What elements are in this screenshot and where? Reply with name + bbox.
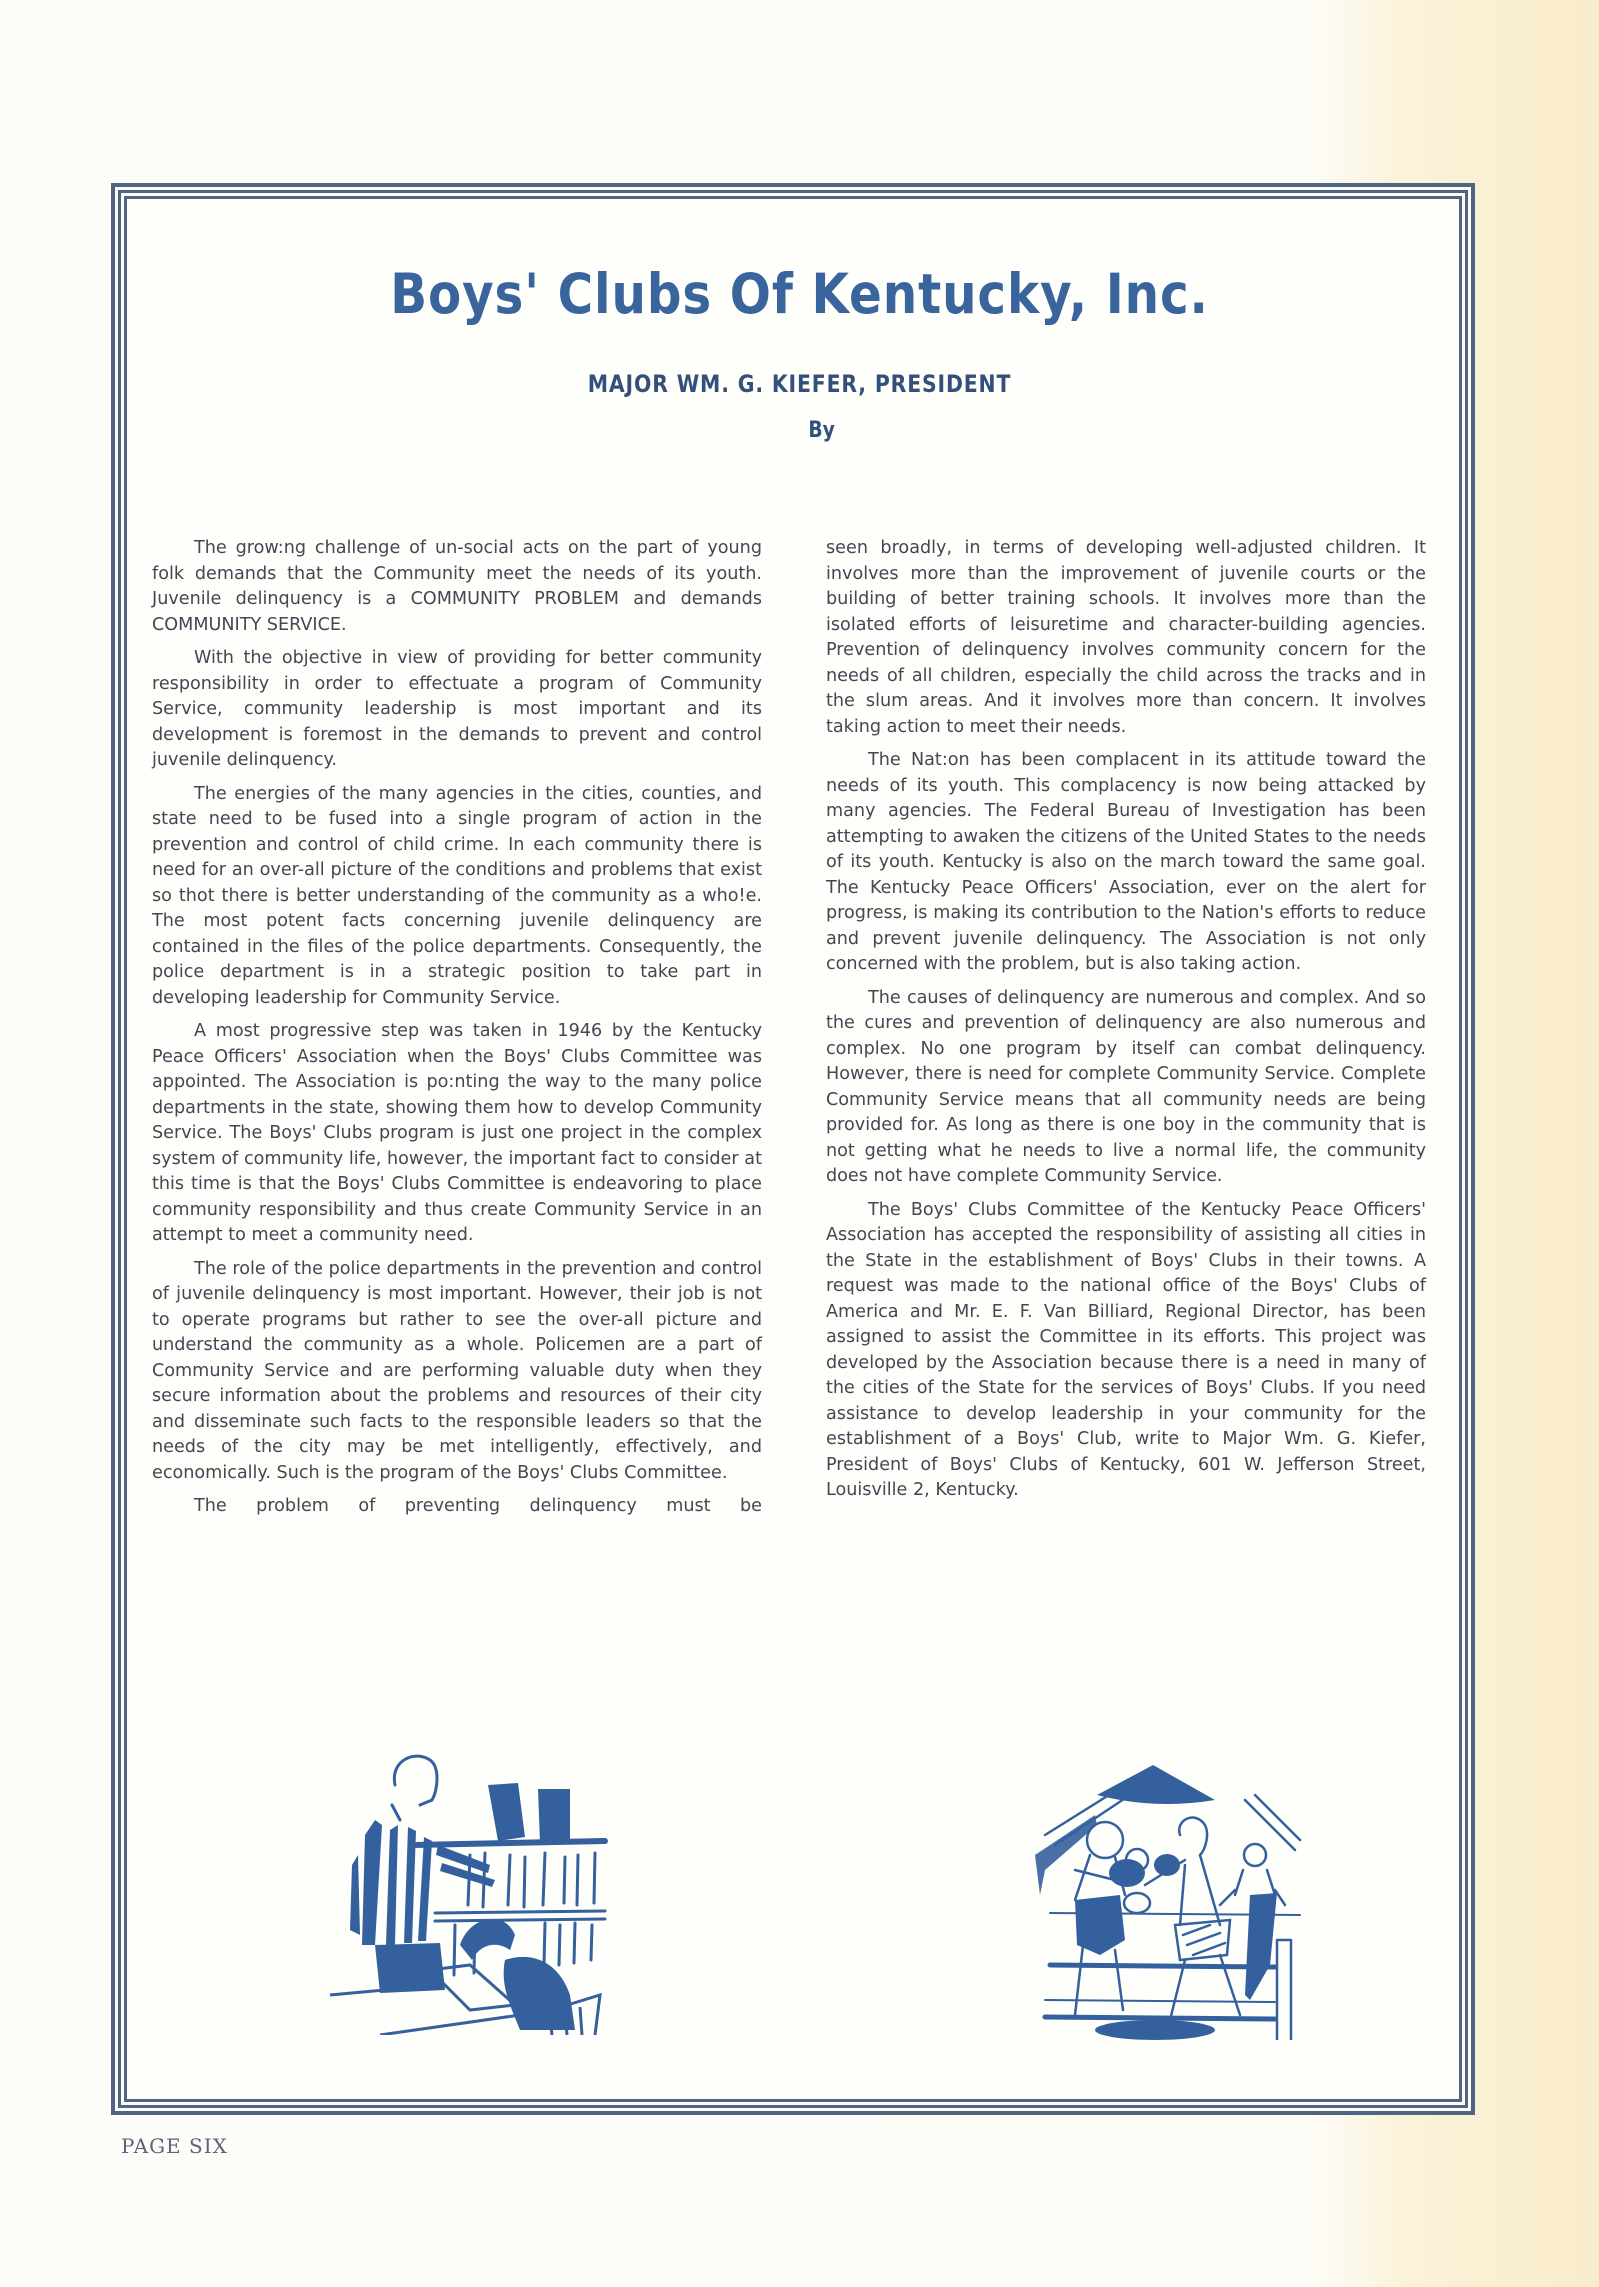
paragraph: The grow:ng challenge of un-social acts on the part of young folk demands that the Community meet the needs of its youth. Juvenile delinquency is a COMMUNITY PROBLEM and demands COMMUNITY SERVICE. [152, 538, 762, 635]
paragraph: The energies of the many agencies in the cities, counties, and state need to be fused into a single program of action in the prevention and control of child crime. In each community there is need for an over-all picture of the conditions and problems that exist so thot there is better understanding of the community as a who!e. The most potent facts concerning juvenile delinquency are contained in the files of the police departments. Consequently, the police department is in a strategic position to take part in developing leadership for Community Service. [152, 783, 762, 1008]
paragraph: The Nat:on has been complacent in its attitude toward the needs of its youth. This complacency is now being attacked by many agencies. The Federal Bureau of Investigation has been attempting to awaken the citizens of the United States to the needs of its youth. Kentucky is also on the march toward the same goal. The Kentucky Peace Officers' Association, ever on the alert for progress, is making its contribution to the Nation's efforts to reduce and prevent juvenile delinquency. The Association is not only concerned with the problem, but is also taking action. [826, 750, 1426, 974]
left-column [152, 536, 762, 1528]
paragraph: The causes of delinquency are numerous and complex. And so the cures and prevention of delinquency are also numerous and complex. No one program by itself can combat delinquency. However, there is need for complete Community Service. Complete Community Service means that all community needs are being provided for. As long as there is one boy in the community that is not getting what he needs to live a normal life, the community does not have complete Community Service. [826, 987, 1426, 1186]
paragraph-continuation: seen broadly, in terms of developing well-adjusted children. It involves more than the improvement of juvenile courts or the building of better training schools. It involves more than the isolated efforts of leisuretime and character-building agencies. Prevention of delinquency involves community concern for the needs of all children, especially the child across the tracks and in the slum areas. And it involves more than concern. It involves taking action to meet their needs. [826, 538, 1426, 737]
by-label: By [808, 418, 835, 443]
paragraph: With the objective in view of providing for better community responsibility in order to effectuate a program of Community Service, community leadership is most important and its development is foremost in the demands to prevent and control juvenile delinquency. [152, 648, 762, 770]
paragraph: The Boys' Clubs Committee of the Kentucky Peace Officers' Association has accepted the responsibility of assisting all cities in the State in the establishment of Boys' Clubs in their towns. A request was made to the national office of the Boys' Clubs of America and Mr. E. F. Van Billiard, Regional Director, has been assigned to assist the Committee in its efforts. This project was developed by the Association because there is a need in many of the cities of the State for the services of Boys' Clubs. If you need assistance to develop leadership in your community for the establishment of a Boys' Club, write to Major Wm. G. Kiefer, President of Boys' Clubs of Kentucky, 601 W. Jefferson Street, Louisville 2, Kentucky. [826, 1199, 1426, 1500]
article-title: Boys' Clubs Of Kentucky, Inc. [390, 262, 1209, 326]
right-column [826, 536, 1426, 1512]
library-reading-illustration [320, 1745, 610, 2035]
paragraph: The problem of preventing delinquency must be [194, 1496, 762, 1516]
paragraph: A most progressive step was taken in 1946 by the Kentucky Peace Officers' Association when the Boys' Clubs Committee was appointed. The Association is po:nting the way to the many police departments in the state, showing them how to develop Community Service. The Boys' Clubs program is just one project in the complex system of community life, however, the important fact to consider at this time is that the Boys' Clubs Committee is endeavoring to place community responsibility and thus create Community Service in an attempt to meet a community need. [152, 1021, 762, 1245]
author-byline: MAJOR WM. G. KIEFER, PRESIDENT [587, 370, 1012, 398]
boxing-ring-illustration [1005, 1755, 1305, 2040]
page-number-label: PAGE SIX [121, 2134, 228, 2158]
paragraph: The role of the police departments in the prevention and control of juvenile delinquency is most important. However, their job is not to operate programs but rather to see the over-all picture and understand the community as a whole. Policemen are a part of Community Service and are performing valuable duty when they secure information about the problems and resources of their city and disseminate such facts to the responsible leaders so that the needs of the city may be met intelligently, effectively, and economically. Such is the program of the Boys' Clubs Committee. [152, 1258, 762, 1483]
